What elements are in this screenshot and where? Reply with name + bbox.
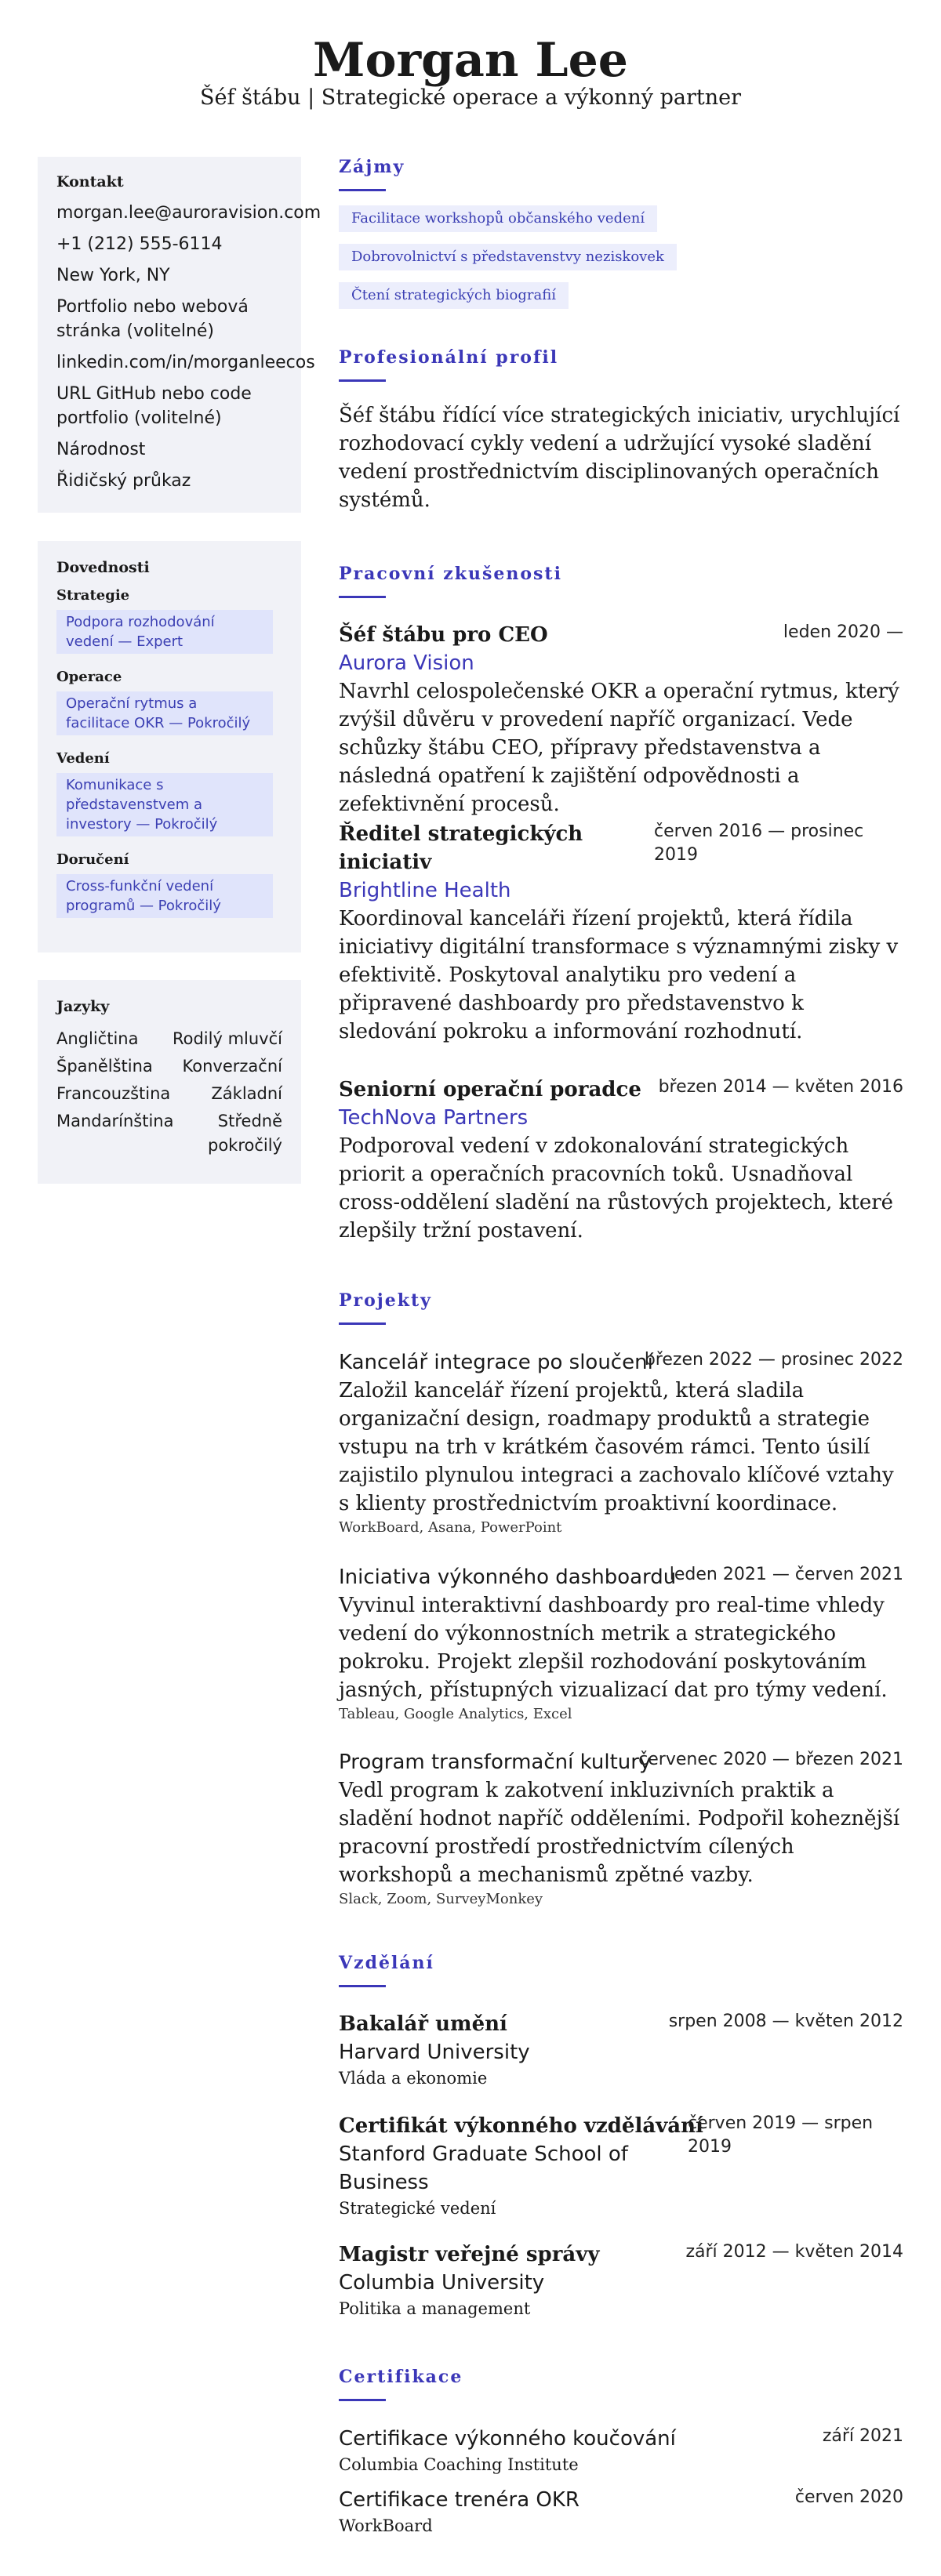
profile-text: Šéf štábu řídící více strategických iniciativ, urychlující rozhodovací cykly vedení a udržující vysoké sladění vedení prostřednictvím disciplinovaných operačních systémů. [339,404,900,512]
contact-nationality: Národnost [56,440,146,459]
language-name: Angličtina [56,1029,139,1048]
project-name: Iniciativa výkonného dashboardu [339,1566,677,1589]
languages-title: Jazyky [56,998,110,1015]
project-name: Kancelář integrace po sloučení [339,1351,653,1374]
education-entry [339,2010,903,2090]
project-tools: Slack, Zoom, SurveyMonkey [339,1891,543,1907]
contact-license: Řidičský průkaz [56,471,191,491]
candidate-subtitle: Šéf štábu | Strategické operace a výkonný partner [200,85,741,110]
certification-entry [339,2425,903,2476]
skills-card [38,541,301,952]
education-school: Harvard University [339,2041,530,2064]
certifications-rule [339,2399,386,2401]
education-title: Vzdělání [339,1953,434,1973]
project-date: leden 2021 — červen 2021 [669,1565,903,1584]
job-description: Koordinoval kanceláři řízení projektů, která řídila iniciativy digitální transformace s významnými zisky v efektivitě. Poskytoval analytiku pro vedení a připravené dashboardy pro představenstvo k sledování pokroku a informování rozhodnutí. [339,907,899,1043]
contact-linkedin: linkedin.com/in/morganleecos [56,353,315,372]
candidate-name: Morgan Lee [313,33,628,88]
education-field: Strategické vedení [339,2199,496,2218]
contact-phone: +1 (212) 555-6114 [56,234,223,254]
contact-portfolio: Portfolio nebo webová stránka (volitelné) [56,297,249,341]
job-date: červen 2016 — prosinec 2019 [654,822,864,865]
language-row [56,1082,282,1106]
job-entry [339,621,903,818]
job-description: Podporoval vedení v zdokonalování strategických priorit a operačních pracovních toků. Usnadňoval cross-oddělení sladění na růstových projektech, které zlepšily tržní postavení. [339,1134,894,1243]
skill-group [56,749,282,836]
education-entry [339,2112,903,2220]
language-name: Mandarínština [56,1112,174,1130]
contact-email: morgan.lee@auroravision.com [56,203,322,223]
language-level: Základní [211,1084,282,1103]
certification-date: září 2021 [822,2426,903,2446]
education-date: srpen 2008 — květen 2012 [668,2012,903,2031]
interests-rule [339,189,386,191]
interest-tag: Facilitace workshopů občanského vedení [339,205,657,232]
contact-title: Kontakt [56,173,124,190]
education-degree: Magistr veřejné správy [339,2243,600,2266]
project-date: červenec 2020 — březen 2021 [638,1750,903,1769]
interest-tag: Dobrovolnictví s představenstvy neziskovek [339,244,677,270]
project-date: březen 2022 — prosinec 2022 [644,1350,903,1370]
education-degree: Bakalář umění [339,2012,507,2036]
languages-card [38,980,301,1184]
experience-rule [339,596,386,598]
education-degree: Certifikát výkonného vzdělávání [339,2114,703,2138]
skill-group [56,851,282,918]
certification-org: WorkBoard [339,2516,433,2535]
language-name: Francouzština [56,1084,171,1103]
interest-tag: Čtení strategických biografií [339,282,569,309]
projects-rule [339,1322,386,1325]
language-row [56,1109,282,1158]
certification-date: červen 2020 [794,2487,903,2507]
skill-category: Strategie [56,587,130,604]
education-date: červen 2019 — srpen 2019 [688,2113,874,2157]
project-description: Vedl program k zakotvení inkluzivních praktik a sladění hodnot napříč odděleními. Podpořil koheznější pracovní prostředí prostřednictvím cílených workshopů a mechanismů zpětné vazby. [339,1779,900,1887]
education-date: září 2012 — květen 2014 [685,2242,903,2262]
job-title: Ředitel strategických iniciativ [339,822,583,874]
certification-name: Certifikace trenéra OKR [339,2488,579,2512]
skill-tag: Operační rytmus a facilitace OKR — Pokročilý [56,691,273,735]
project-name: Program transformační kultury [339,1751,652,1774]
education-school: Stanford Graduate School of Business [339,2142,628,2194]
education-field: Vláda a ekonomie [339,2069,488,2088]
language-name: Španělština [56,1057,153,1076]
skill-tag: Podpora rozhodování vedení — Expert [56,610,273,654]
interests-title: Zájmy [339,157,405,177]
job-title: Šéf štábu pro CEO [339,623,548,647]
skill-group [56,668,282,735]
experience-title: Pracovní zkušenosti [339,564,562,584]
job-date: leden 2020 — [783,622,903,642]
skill-category: Doručení [56,851,129,868]
skill-group [56,586,282,654]
education-school: Columbia University [339,2271,545,2295]
job-company: Brightline Health [339,879,511,902]
certifications-title: Certifikace [339,2367,463,2387]
project-entry [339,1563,903,1725]
projects-title: Projekty [339,1290,432,1311]
language-row [56,1027,282,1051]
job-description: Navrhl celospolečenské OKR a operační rytmus, který zvýšil důvěru v provedení napříč organizací. Vede schůzky štábu CEO, přípravy představenstva a následná opatření k zajištění odpovědnosti a zefektivnění procesů. [339,680,899,816]
profile-title: Profesionální profil [339,347,559,368]
contact-github: URL GitHub nebo code portfolio (volitelné) [56,384,252,428]
certification-name: Certifikace výkonného koučování [339,2427,676,2451]
contact-location: New York, NY [56,266,170,285]
skills-title: Dovednosti [56,559,150,576]
job-title: Seniorní operační poradce [339,1078,641,1101]
project-description: Vyvinul interaktivní dashboardy pro real-time vhledy vedení do výkonnostních metrik a strategického pokroku. Projekt zlepšil rozhodování poskytováním jasných, přístupných vizualizací dat pro týmy vedení. [339,1594,888,1702]
job-entry [339,1076,903,1245]
education-rule [339,1985,386,1987]
contact-card [38,157,322,513]
job-date: březen 2014 — květen 2016 [658,1077,903,1097]
skill-category: Vedení [56,750,110,767]
project-entry [339,1348,903,1538]
project-entry [339,1748,903,1910]
language-level: Středně pokročilý [207,1112,282,1155]
job-entry [339,820,903,1046]
skill-tag: Komunikace s představenstvem a investory — Pokročilý [56,773,273,836]
language-level: Rodilý mluvčí [172,1029,282,1048]
project-description: Založil kancelář řízení projektů, která sladila organizační design, roadmapy produktů a strategie vstupu na trh v krátkém časovém rámci. Tento úsilí zajistilo plynulou integraci a zachovalo klíčové vztahy s klienty prostřednictvím proaktivní koordinace. [339,1379,894,1515]
certification-org: Columbia Coaching Institute [339,2455,579,2474]
certification-entry [339,2486,903,2538]
education-entry [339,2240,903,2320]
language-level: Konverzační [182,1057,282,1076]
job-company: Aurora Vision [339,651,474,675]
profile-rule [339,379,386,382]
skill-category: Operace [56,669,122,685]
project-tools: Tableau, Google Analytics, Excel [339,1706,572,1722]
language-row [56,1054,282,1079]
skill-tag: Cross-funkční vedení programů — Pokročilý [56,874,273,918]
education-field: Politika a management [339,2299,531,2318]
job-company: TechNova Partners [339,1106,529,1130]
project-tools: WorkBoard, Asana, PowerPoint [339,1519,562,1536]
